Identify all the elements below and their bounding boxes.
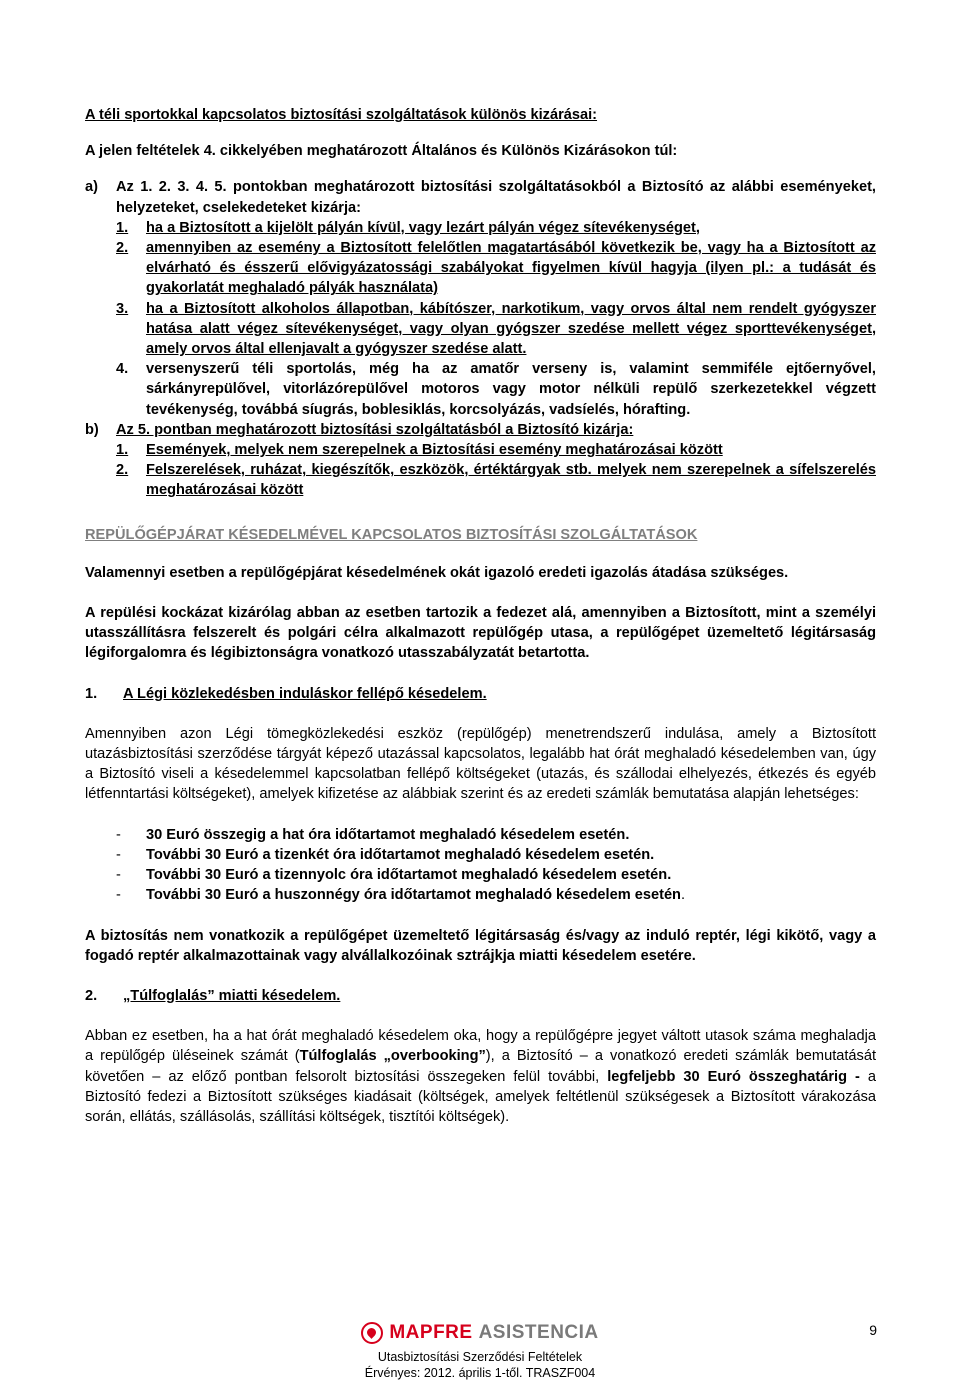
list-item: Események, melyek nem szerepelnek a Biztosítási esemény meghatározásai között: [146, 442, 723, 459]
bullet-dash: -: [116, 826, 121, 843]
list-item: További 30 Euró a tizenkét óra időtartamot meghaladó késedelem esetén.: [146, 846, 655, 863]
section-b-text: Az 5. pontban meghatározott biztosítási szolgáltatásból a Biztosító kizárja:: [116, 421, 634, 438]
subsection-number: 2.: [85, 987, 98, 1004]
document-body: [85, 105, 876, 1127]
list-item: Felszerelések, ruházat, kiegészítők, eszközök, értéktárgyak stb. melyek nem szerepelnek a sífelszerelés meghatározásai között: [146, 462, 876, 499]
section-a-text-bold: pontokban meghatározott biztosítási szolgáltatásokból a Biztosító az alábbi eseményeket, helyzeteket, cselekedeteket kizárja:: [116, 179, 876, 216]
intro-text: A jelen feltételek 4. cikkelyében meghatározott Általános és Különös Kizárásokon túl:: [85, 143, 678, 160]
list-item: versenyszerű téli sportolás, még ha az amatőr verseny is, valamint semmiféle ejtőernyővel, sárkányrepülővel, vitorlázórepülővel motoros vagy motor nélküli repülő szerkezetekkel végzett tevékenység, továbbá síugrás, boblesiklás, korcsolyázás, vadsíelés, hórafting.: [146, 361, 876, 418]
paragraph-2: A repülési kockázat kizárólag abban az esetben tartozik a fedezet alá, amennyiben a Biztosított, mint a személyi utasszállításra felszerelt és polgári célra alkalmazott repülőgép utasa, a repülőgépet üzemeltető légitársaság légiforgalomra és légibiztonságra vonatkozó utasszabályzatát betartotta.: [85, 605, 876, 662]
list-item-number: 2.: [116, 462, 129, 479]
list-item-number: 4.: [116, 361, 129, 378]
section-a-label: a): [85, 179, 98, 196]
list-item: 30 Euró összegig a hat óra időtartamot meghaladó késedelem esetén.: [146, 826, 630, 843]
bullet-dash: -: [116, 887, 121, 904]
paragraph-3: Amennyiben azon Légi tömegközlekedési eszköz (repülőgép) menetrendszerű indulása, amely a Biztosított utazásbiztosítási szerződése tárgyát képező utazással kapcsolatos, legalább hat órát meghaladó késedelemben van, úgy a Biztosító viseli a késedelemmel kapcsolatban fellépő költségeket (utazás, és szállodai elhelyezés, étkezés és egyéb létfenntartási költségeket), amelyek kifizetése az alábbiak szerint és az eredeti számlák bemutatása alapján lehetséges:: [85, 725, 876, 803]
section-a: [85, 177, 876, 217]
heading-winter-exclusions: A téli sportokkal kapcsolatos biztosítási szolgáltatások különös kizárásai:: [85, 107, 598, 123]
footer-line-2: Érvényes: 2012. április 1-től. TRASZF004: [364, 1366, 596, 1380]
mapfre-logo-icon: [361, 1322, 383, 1344]
list-item: További 30 Euró a tizennyolc óra időtartamot meghaladó késedelem esetén.: [146, 867, 672, 884]
section-b-list: [85, 440, 876, 501]
section-b-label: b): [85, 421, 99, 438]
para5-part-d: legfeljebb 30 Euró összeghatárig -: [607, 1068, 860, 1085]
paragraph-5: [85, 1026, 876, 1127]
paragraph-4: A biztosítás nem vonatkozik a repülőgépet üzemeltető légitársaság és/vagy az induló reptér, légi kikötő, vagy a fogadó reptér alkalmazottainak vagy alvállalkozóinak sztrájkja miatti késedelem esetére.: [85, 927, 876, 964]
section-b: [85, 420, 876, 440]
page-footer: [0, 1322, 960, 1381]
list-item: ha a Biztosított alkoholos állapotban, kábítószer, narkotikum, vagy orvos által nem rendelt gyógyszer hatása alatt végez sítevékenységet, vagy olyan gyógszer szedése mellett végez sporttevékenységet, amely orvos által ellenjavalt a gyógyszer szedése alatt.: [146, 300, 876, 358]
paragraph-1: Valamennyi esetben a repülőgépjárat késedelmének okát igazoló eredeti igazolás átadása szükséges.: [85, 564, 789, 581]
section-a-list-cont: [85, 359, 876, 420]
brand-name: MAPFRE: [389, 1322, 473, 1343]
list-item-number: 3.: [116, 300, 129, 317]
list-item-number: 1.: [116, 442, 129, 459]
list-item: További 30 Euró a huszonnégy óra időtartamot meghaladó késedelem esetén: [146, 887, 681, 904]
section-a-text-plain: Az 1. 2. 3. 4. 5.: [116, 179, 233, 196]
subsection-title: A Légi közlekedésben induláskor fellépő késedelem.: [123, 685, 487, 702]
bullet-dash: -: [116, 867, 121, 884]
list-item: ha a Biztosított a kijelölt pályán kívül, vagy lezárt pályán végez sítevékenységet,: [146, 219, 700, 236]
section-title: REPÜLŐGÉPJÁRAT KÉSEDELMÉVEL KAPCSOLATOS BIZTOSÍTÁSI SZOLGÁLTATÁSOK: [85, 526, 698, 543]
section-a-list: [85, 218, 876, 359]
brand-subname: ASISTENCIA: [478, 1322, 599, 1343]
bullet-list: - 30 Euró összegig a hat óra időtartamot meghaladó késedelem esetén. - További 30 Euró a tizenkét óra időtartamot meghaladó késedelem esetén. - További 30 Euró a tizennyolc óra időtartamot meghaladó késedelem esetén. - További 30 Euró a huszonnégy óra időtartamot meghaladó késedelem esetén .: [85, 825, 876, 906]
subsection-title: „Túlfoglalás” miatti késedelem.: [123, 987, 341, 1004]
list-item-number: 1.: [116, 219, 129, 236]
subsection-number: 1.: [85, 685, 98, 702]
para5-part-c: ), a Biztosító – a vonatkozó eredeti számlák bemutatását követően – az előző pontban felsorolt biztosítási összegeken felül további,: [85, 1048, 877, 1085]
footer-line-1: Utasbiztosítási Szerződési Feltételek: [377, 1350, 583, 1364]
para5-part-b: Túlfoglalás „overbooking”: [299, 1048, 486, 1065]
subsection-2-title: [85, 986, 876, 1006]
subsection-1-title: [85, 684, 876, 704]
page-number: 9: [869, 1322, 877, 1338]
bullet-dash: -: [116, 846, 121, 863]
mapfre-logo: [361, 1322, 598, 1344]
list-item: amennyiben az esemény a Biztosított felelőtlen magatartásából következik be, vagy ha a Biztosított az elvárható és ésszerű elővigyázatossági szabályokat figyelmen kívül hagyja (ilyen pl.: a tudását és gyakorlatát meghaladó pályák használata): [146, 240, 876, 297]
list-item-number: 2.: [116, 240, 129, 257]
para5-part-a: Abban ez esetben, ha a hat órát meghaladó késedelem oka, hogy a repülőgépre jegyet váltott utasok száma meghaladja a repülőgép üléseinek számát (: [85, 1028, 876, 1065]
para5-part-e: a Biztosító fedezi a Biztosított szükséges kiadásait (költségek, amelyek feltétlenül szükségesek a Biztosított várakozása során, ellátás, szállásolás, szállítási költségek, tisztítói költségek).: [85, 1068, 876, 1125]
